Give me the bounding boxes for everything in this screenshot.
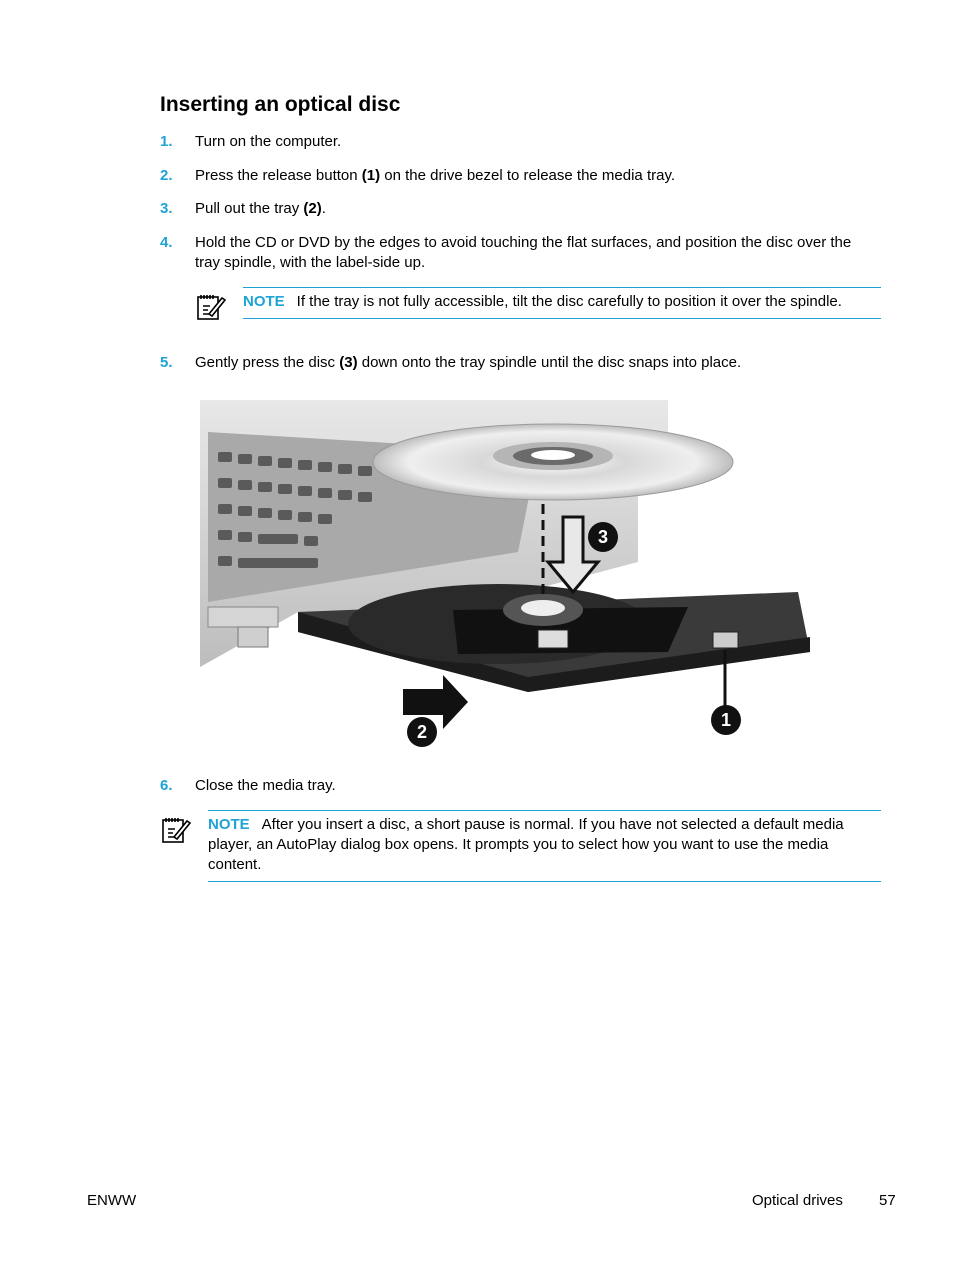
disc xyxy=(373,424,733,500)
list-item xyxy=(160,132,880,152)
note-box xyxy=(243,287,881,319)
list-item xyxy=(160,166,880,186)
note-icon xyxy=(160,813,192,845)
note-icon xyxy=(195,290,227,322)
list-item xyxy=(160,353,880,373)
list-item xyxy=(160,233,880,273)
page-number: 57 xyxy=(879,1192,896,1209)
svg-text:2: 2 xyxy=(416,722,428,742)
step-text: Pull out the tray (2). xyxy=(195,200,326,217)
step-number: 4. xyxy=(160,234,173,251)
list-item xyxy=(160,776,880,796)
note-text: After you insert a disc, a short pause is normal. If you have not selected a default media player, an AutoPlay dialog box opens. It prompts you to select how you want to use the media content. xyxy=(208,816,844,873)
svg-text:1: 1 xyxy=(720,710,732,730)
step-text: Gently press the disc (3) down onto the tray spindle until the disc snaps into place. xyxy=(195,354,742,371)
footer-left: ENWW xyxy=(87,1192,137,1209)
note-text: If the tray is not fully accessible, tilt the disc carefully to position it over the spindle. xyxy=(296,293,842,310)
note-label: NOTE xyxy=(243,293,285,310)
note-label: NOTE xyxy=(208,816,250,833)
callout-1 xyxy=(711,705,741,735)
footer-section: Optical drives xyxy=(752,1192,843,1209)
step-text: Turn on the computer. xyxy=(195,133,342,150)
note-box xyxy=(208,810,881,882)
step-text: Close the media tray. xyxy=(195,777,336,794)
step-number: 5. xyxy=(160,354,173,371)
step-number: 6. xyxy=(160,777,173,794)
step-number: 1. xyxy=(160,133,173,150)
optical-drive-illustration xyxy=(198,392,814,752)
callout-2 xyxy=(407,717,437,747)
step-text: Press the release button (1) on the drive bezel to release the media tray. xyxy=(195,167,675,184)
step-number: 2. xyxy=(160,167,173,184)
step-text: Hold the CD or DVD by the edges to avoid touching the flat surfaces, and position the disc over the tray spindle, with the label-side up. xyxy=(195,234,852,271)
page-title: Inserting an optical disc xyxy=(160,93,401,116)
callout-3 xyxy=(588,522,618,552)
step-number: 3. xyxy=(160,200,173,217)
svg-text:3: 3 xyxy=(597,527,609,547)
list-item xyxy=(160,199,880,219)
